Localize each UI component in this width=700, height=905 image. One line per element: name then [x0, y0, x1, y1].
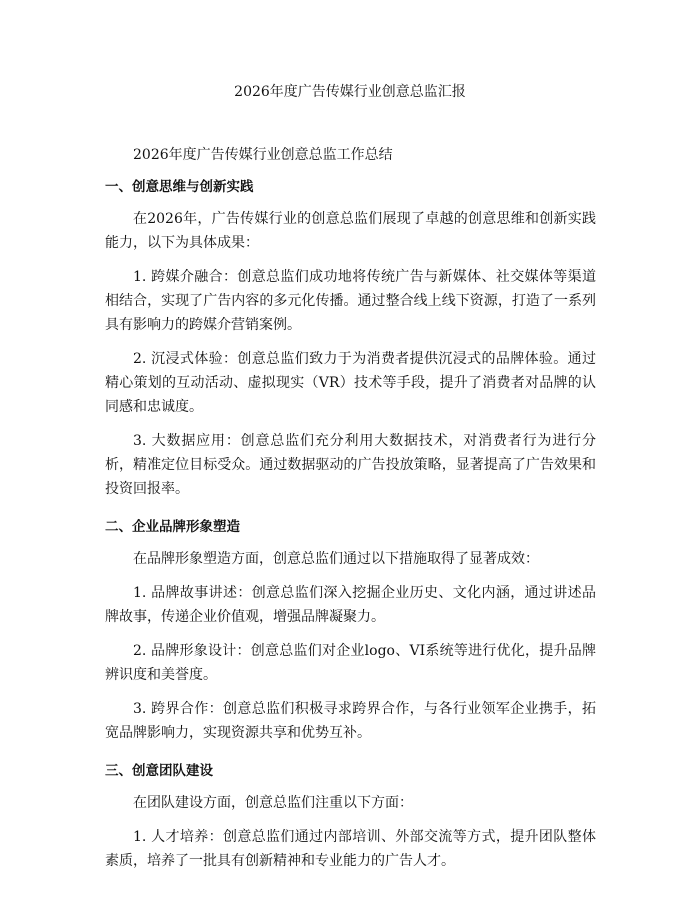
- list-item: 3. 大数据应用：创意总监们充分利用大数据技术，对消费者行为进行分析，精准定位目标受众。通过数据驱动的广告投放策略，显著提高了广告效果和投资回报率。: [105, 433, 596, 497]
- list-item: 1. 品牌故事讲述：创意总监们深入挖掘企业历史、文化内涵，通过讲述品牌故事，传递企业价值观，增强品牌凝聚力。: [105, 585, 596, 625]
- section-heading: 二、企业品牌形象塑造: [105, 519, 240, 535]
- section-intro: 在团队建设方面，创意总监们注重以下方面：: [133, 795, 413, 811]
- list-item: 2. 品牌形象设计：创意总监们对企业logo、VI系统等进行优化，提升品牌辨识度和美誉度。: [105, 643, 596, 683]
- section-creative-thinking: [105, 175, 596, 501]
- section-heading: 三、创意团队建设: [105, 763, 213, 779]
- section-intro: 在2026年，广告传媒行业的创意总监们展现了卓越的创意思维和创新实践能力，以下为具体成果：: [105, 211, 596, 251]
- document-subtitle: 2026年度广告传媒行业创意总监工作总结: [133, 147, 393, 163]
- list-item: 3. 跨界合作：创意总监们积极寻求跨界合作，与各行业领军企业携手，拓宽品牌影响力，实现资源共享和优势互补。: [105, 701, 596, 741]
- document-title: 2026年度广告传媒行业创意总监汇报: [234, 84, 466, 100]
- section-intro: 在品牌形象塑造方面，创意总监们通过以下措施取得了显著成效：: [133, 551, 539, 567]
- document-body: [105, 143, 596, 873]
- list-item: 1. 人才培养：创意总监们通过内部培训、外部交流等方式，提升团队整体素质，培养了一批具有创新精神和专业能力的广告人才。: [105, 829, 596, 869]
- section-brand-image: [105, 515, 596, 745]
- list-item: 1. 跨媒介融合：创意总监们成功地将传统广告与新媒体、社交媒体等渠道相结合，实现了广告内容的多元化传播。通过整合线上线下资源，打造了一系列具有影响力的跨媒介营销案例。: [105, 269, 596, 333]
- section-team-building: [105, 759, 596, 873]
- list-item: 2. 沉浸式体验：创意总监们致力于为消费者提供沉浸式的品牌体验。通过精心策划的互动活动、虚拟现实（VR）技术等手段，提升了消费者对品牌的认同感和忠诚度。: [105, 351, 596, 415]
- section-heading: 一、创意思维与创新实践: [105, 179, 254, 195]
